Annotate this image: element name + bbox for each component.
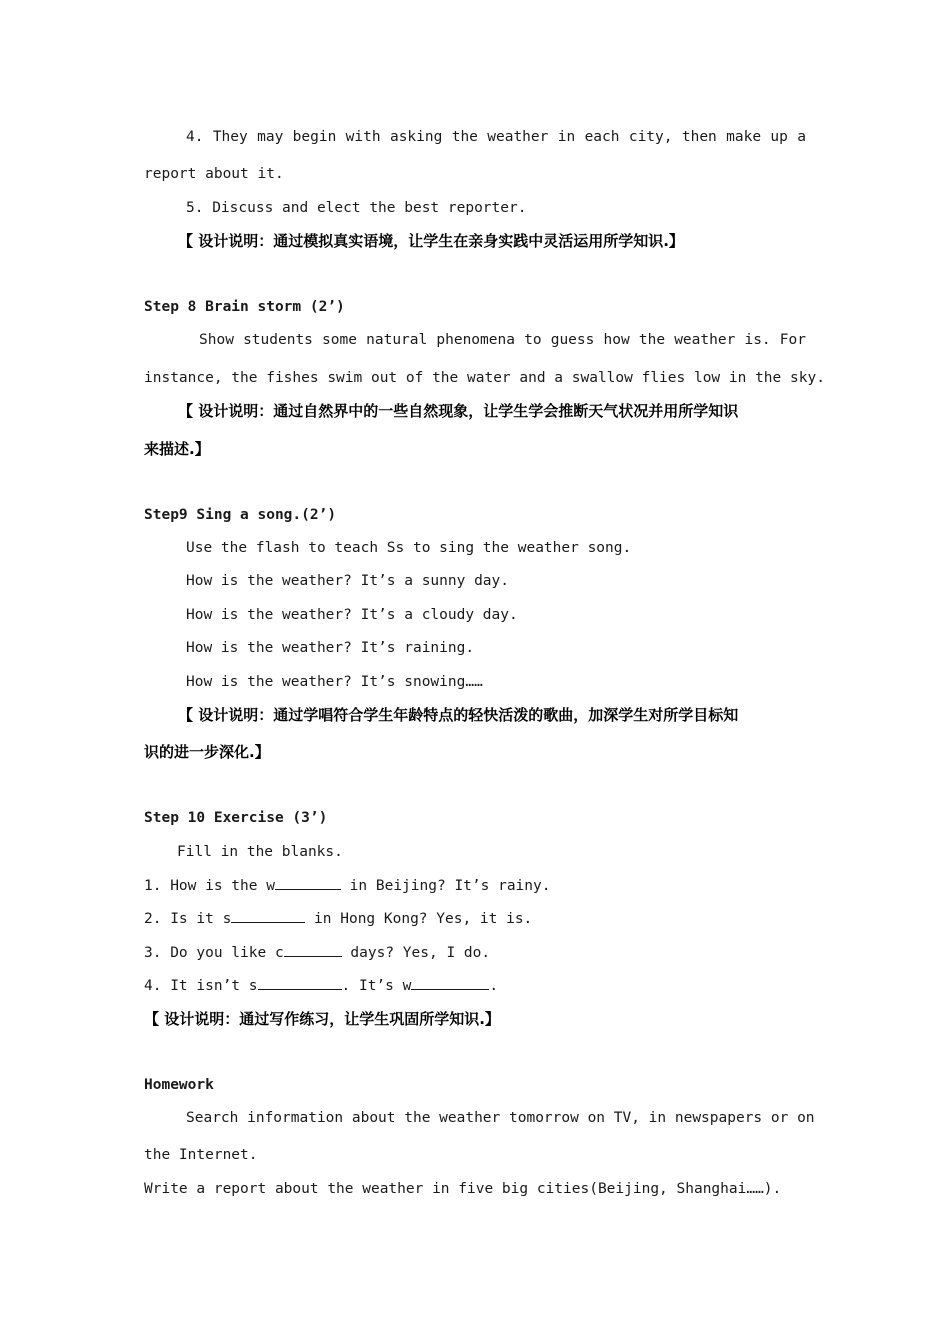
step9-line-4: How is the weather? It’s raining. bbox=[186, 640, 475, 656]
q4-text-a: 4. It isn’t s bbox=[144, 978, 258, 994]
homework-line2: the Internet. bbox=[144, 1147, 258, 1163]
step8-heading: Step 8 Brain storm (2’) bbox=[144, 299, 345, 315]
step10-instruction: Fill in the blanks. bbox=[177, 844, 343, 860]
step7-design-note: 【 设计说明：通过模拟真实语境，让学生在亲身实践中灵活运用所学知识.】 bbox=[178, 232, 684, 250]
step9-line-1: Use the flash to teach Ss to sing the weather song. bbox=[186, 540, 632, 556]
q2-blank bbox=[231, 908, 305, 923]
step9-heading: Step9 Sing a song.(2’) bbox=[144, 507, 337, 523]
q4-text-c: . bbox=[489, 978, 499, 994]
step8-body-line2: instance, the fishes swim out of the water and a swallow flies low in the sky. bbox=[144, 370, 825, 386]
homework-heading: Homework bbox=[144, 1077, 214, 1093]
step9-design-note-line1: 【 设计说明：通过学唱符合学生年龄特点的轻快活泼的歌曲，加深学生对所学目标知 bbox=[178, 706, 739, 724]
step10-heading: Step 10 Exercise (3’) bbox=[144, 810, 328, 826]
q1-text-b: in Beijing? It’s rainy. bbox=[340, 878, 551, 894]
step10-design-note: 【 设计说明：通过写作练习，让学生巩固所学知识.】 bbox=[144, 1010, 500, 1028]
exercise-question-2 bbox=[144, 908, 532, 929]
homework-line3: Write a report about the weather in five big cities(Beijing, Shanghai……). bbox=[144, 1181, 782, 1197]
q1-text-a: 1. How is the w bbox=[144, 878, 275, 894]
step7-item-4-line1: 4. They may begin with asking the weather in each city, then make up a bbox=[186, 129, 806, 145]
q4-blank-2 bbox=[411, 975, 489, 990]
q4-blank-1 bbox=[258, 975, 342, 990]
exercise-question-4 bbox=[144, 975, 498, 996]
step7-item-5: 5. Discuss and elect the best reporter. bbox=[186, 200, 527, 216]
step9-line-3: How is the weather? It’s a cloudy day. bbox=[186, 607, 518, 623]
q3-blank bbox=[284, 942, 342, 957]
step8-design-note-line2: 来描述.】 bbox=[144, 440, 210, 458]
step8-body-line1: Show students some natural phenomena to guess how the weather is. For bbox=[199, 332, 806, 348]
q2-text-a: 2. Is it s bbox=[144, 911, 232, 927]
step8-design-note-line1: 【 设计说明：通过自然界中的一些自然现象，让学生学会推断天气状况并用所学知识 bbox=[178, 402, 739, 420]
q3-text-a: 3. Do you like c bbox=[144, 945, 284, 961]
q3-text-b: days? Yes, I do. bbox=[341, 945, 491, 961]
step9-line-2: How is the weather? It’s a sunny day. bbox=[186, 573, 510, 589]
step7-item-4-line2: report about it. bbox=[144, 166, 284, 182]
homework-line1: Search information about the weather tomorrow on TV, in newspapers or on bbox=[186, 1110, 815, 1126]
q4-text-b: . It’s w bbox=[341, 978, 412, 994]
step9-line-5: How is the weather? It’s snowing…… bbox=[186, 674, 483, 690]
q2-text-b: in Hong Kong? Yes, it is. bbox=[305, 911, 533, 927]
step9-design-note-line2: 识的进一步深化.】 bbox=[144, 743, 270, 761]
exercise-question-3 bbox=[144, 942, 490, 963]
q1-blank bbox=[275, 875, 341, 890]
exercise-question-1 bbox=[144, 875, 550, 896]
